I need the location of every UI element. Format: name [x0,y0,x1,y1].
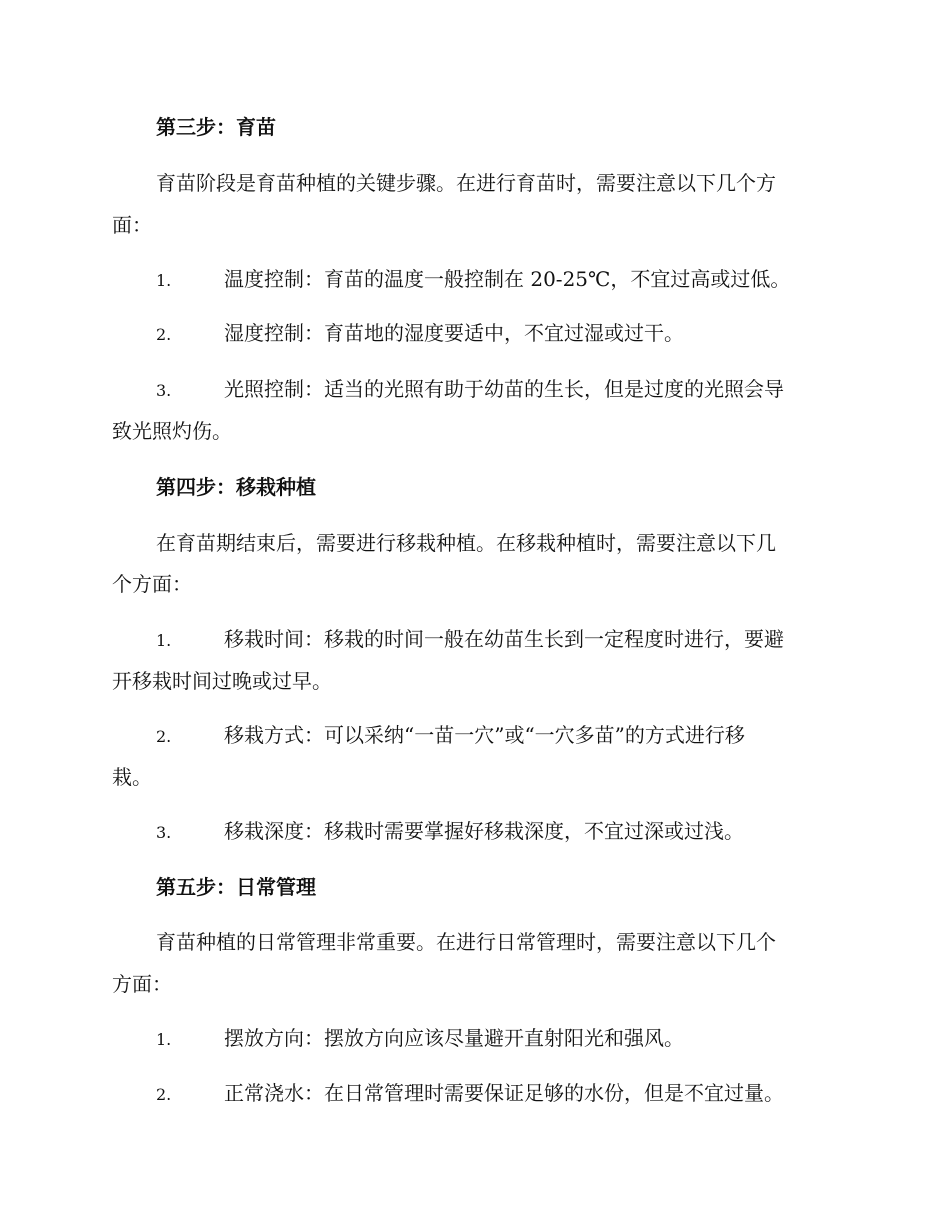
list-item-number: 2. [156,325,172,344]
list-item-text: 移栽深度：移栽时需要掌握好移栽深度，不宜过深或过浅。 [224,819,744,843]
list-item-number: 3. [156,381,172,400]
list-item-text: 湿度控制：育苗地的湿度要适中，不宜过湿或过干。 [224,321,684,345]
list-item-number: 3. [156,823,172,842]
list-item-number: 2. [156,727,172,746]
list-item-text: 正常浇水：在日常管理时需要保证足够的水份，但是不宜过量。 [224,1081,784,1105]
section-heading: 第五步：日常管理 [156,875,316,899]
list-item-text: 温度控制：育苗的温度一般控制在 20-25℃，不宜过高或过低。 [224,267,791,291]
list-item-text: 摆放方向：摆放方向应该尽量避开直射阳光和强风。 [224,1026,684,1050]
section-heading: 第三步：育苗 [156,115,276,139]
list-item-text: 移栽方式：可以采纳“一苗一穴”或“一穴多苗”的方式进行移 [224,723,745,747]
list-item-text: 栽。 [112,765,152,789]
list-item-text: 开移栽时间过晚或过早。 [112,669,332,693]
section-intro-line: 个方面： [112,572,192,596]
section-intro-line: 面： [112,213,152,237]
section-intro-line: 育苗种植的日常管理非常重要。在进行日常管理时，需要注意以下几个 [156,930,776,954]
list-item-number: 1. [156,631,172,650]
list-item-number: 2. [156,1085,172,1104]
list-item-text: 致光照灼伤。 [112,419,232,443]
section-heading: 第四步：移栽种植 [156,475,316,499]
section-intro-line: 育苗阶段是育苗种植的关键步骤。在进行育苗时，需要注意以下几个方 [156,171,776,195]
section-intro-line: 方面： [112,972,172,996]
list-item-number: 1. [156,271,172,290]
section-intro-line: 在育苗期结束后，需要进行移栽种植。在移栽种植时，需要注意以下几 [156,531,776,555]
list-item-text: 移栽时间：移栽的时间一般在幼苗生长到一定程度时进行，要避 [224,627,784,651]
list-item-number: 1. [156,1030,172,1049]
list-item-text: 光照控制：适当的光照有助于幼苗的生长，但是过度的光照会导 [224,377,784,401]
